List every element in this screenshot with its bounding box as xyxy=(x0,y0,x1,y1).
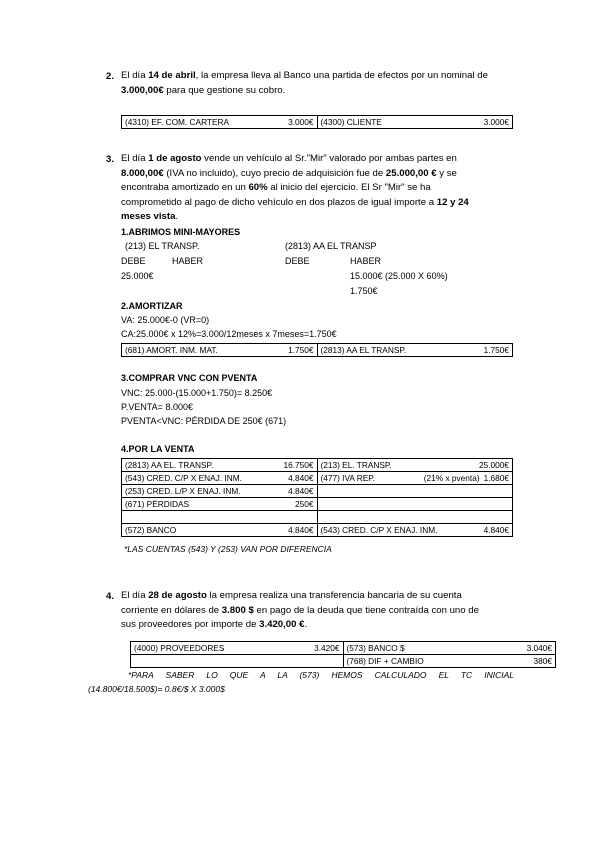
debit-cell: (4310) EF. COM. CARTERA 3.000€ xyxy=(122,116,318,129)
account-name: (253) CRED. L/P X ENAJ. INM. xyxy=(125,486,241,496)
section-heading-comparar: 3.COMPRAR VNC CON PVENTA xyxy=(121,373,258,383)
calc-line: VNC: 25.000-(15.000+1.750)= 8.250€ xyxy=(121,388,273,398)
amount: 4.840€ xyxy=(288,486,314,496)
account-name: (543) CRED. C/P X ENAJ. INM. xyxy=(320,525,438,535)
mini-left-haber: HABER xyxy=(172,256,204,266)
statement-line: El día 1 de agosto vende un vehículo al Sr."Mir" valorado por ambas partes en xyxy=(121,153,457,164)
amount: 4.840€ xyxy=(288,473,314,483)
credit-cell xyxy=(343,642,556,655)
calc-line: P.VENTA= 8.000€ xyxy=(121,402,193,412)
debit-cell xyxy=(131,655,344,668)
amount: 250€ xyxy=(295,499,314,509)
journal-entry-venta xyxy=(121,458,513,537)
amount: 380€ xyxy=(533,656,552,666)
credit-cell xyxy=(317,498,513,511)
credit-cell: (2813) AA EL TRANSP. 1.750€ xyxy=(317,344,513,357)
account-name: (671) PÉRDIDAS xyxy=(125,499,190,509)
calc-line: VA: 25.000€-0 (VR=0) xyxy=(121,315,210,325)
mini-left-account: (213) EL TRANSP. xyxy=(125,241,200,251)
debit-cell xyxy=(122,485,318,498)
item-4-note-line: *PARA SABER LO QUE A LA (573) HEMOS CALCULADO EL TC INICIAL xyxy=(128,670,514,680)
statement-line: comprometido al pago de dicho vehículo en dos plazos de igual importe a 12 y 24 xyxy=(121,196,469,208)
amount: 25.000€ xyxy=(479,460,509,470)
amount: 3.040€ xyxy=(526,643,552,653)
debit-cell xyxy=(131,642,344,655)
statement-line: El día 28 de agosto la empresa realiza una transferencia bancaria de su cuenta xyxy=(121,590,462,601)
statement-line: 3.000,00€ para que gestione su cobro. xyxy=(121,84,286,96)
mini-right-haber-value: 15.000€ (25.000 X 60%) xyxy=(350,271,448,281)
credit-cell xyxy=(317,524,513,537)
item-number: 2. xyxy=(106,71,115,82)
statement-line: El día 14 de abril, la empresa lleva al Banco una partida de efectos por un nominal de xyxy=(121,70,488,81)
mini-right-haber: HABER xyxy=(350,256,382,266)
table-row xyxy=(122,472,513,485)
credit-cell xyxy=(317,459,513,472)
debit-cell: (681) AMORT. INM. MAT. 1.750€ xyxy=(122,344,318,357)
item-3-statement xyxy=(121,152,513,225)
statement-line: meses vista. xyxy=(121,211,179,223)
account-name: (477) IVA REP. xyxy=(320,473,376,483)
account-name: (213) EL. TRANSP. xyxy=(320,460,392,470)
table-row xyxy=(122,511,513,524)
amount: 16.750€ xyxy=(283,460,314,470)
debit-cell xyxy=(122,498,318,511)
account-name: (543) CRED. C/P X ENAJ. INM. xyxy=(125,473,242,483)
journal-entry-amortizar xyxy=(121,343,513,357)
amount: 3.420€ xyxy=(314,643,340,653)
section-heading-mini-mayores: 1.ABRIMOS MINI-MAYORES xyxy=(121,227,241,237)
amount: 4.840€ xyxy=(483,525,509,535)
account-name: (573) BANCO $ xyxy=(346,643,405,653)
section-heading-venta: 4.POR LA VENTA xyxy=(121,444,195,454)
item-2-statement xyxy=(121,69,513,98)
item-4-statement xyxy=(121,589,513,633)
account-name: (768) DIF + CAMBIO xyxy=(346,656,424,666)
mini-left-debe-value: 25.000€ xyxy=(121,271,154,281)
amount: 4.840€ xyxy=(288,525,314,535)
credit-cell xyxy=(317,472,513,485)
mini-right-account: (2813) AA EL TRANSP xyxy=(285,241,377,251)
item-number: 3. xyxy=(106,154,115,165)
debit-cell xyxy=(122,472,318,485)
table-row xyxy=(122,524,513,537)
table-row xyxy=(122,459,513,472)
item-4-note-line: (14.800€/18.500$)= 0.8€/$ X 3.000$ xyxy=(88,684,225,694)
calc-line: CA:25.000€ x 12%=3.000/12meses x 7meses=1.750€ xyxy=(121,329,337,339)
statement-line: sus proveedores por importe de 3.420,00 €. xyxy=(121,619,308,631)
debit-cell xyxy=(122,459,318,472)
section-heading-amortizar: 2.AMORTIZAR xyxy=(121,301,183,311)
credit-cell xyxy=(317,511,513,524)
statement-line: 8.000,00€ (IVA no incluido), cuyo precio de adquisición fue de 25.000,00 € y se xyxy=(121,167,457,179)
amount: 1.680€ xyxy=(483,473,509,483)
venta-note: *LAS CUENTAS (543) Y (253) VAN POR DIFERENCIA xyxy=(124,544,332,554)
credit-cell xyxy=(343,655,556,668)
credit-cell xyxy=(317,485,513,498)
account-name: (572) BANCO xyxy=(125,525,177,535)
journal-entry-item-4 xyxy=(130,641,556,668)
table-row xyxy=(131,655,556,668)
calc-line: PVENTA<VNC: PÉRDIDA DE 250€ (671) xyxy=(121,416,287,426)
mini-left-debe: DEBE xyxy=(121,256,146,266)
calc-note: (21% x pventa) xyxy=(423,473,480,483)
table-row xyxy=(131,642,556,655)
journal-entry-item-2 xyxy=(121,115,513,129)
debit-cell xyxy=(122,511,318,524)
statement-line: corriente en dólares de 3.800 $ en pago de la deuda que tiene contraída con uno de xyxy=(121,604,479,616)
table-row xyxy=(122,485,513,498)
table-row xyxy=(122,498,513,511)
mini-right-haber-value: 1.750€ xyxy=(350,286,378,296)
item-number: 4. xyxy=(106,591,115,602)
debit-cell xyxy=(122,524,318,537)
mini-right-debe: DEBE xyxy=(285,256,310,266)
account-name: (4000) PROVEEDORES xyxy=(134,643,225,653)
credit-cell: (4300) CLIENTE 3.000€ xyxy=(317,116,513,129)
statement-line: encontraba amortizado en un 60% al inicio del ejercicio. El Sr "Mir" se ha xyxy=(121,182,431,194)
account-name: (2813) AA EL. TRANSP. xyxy=(125,460,214,470)
